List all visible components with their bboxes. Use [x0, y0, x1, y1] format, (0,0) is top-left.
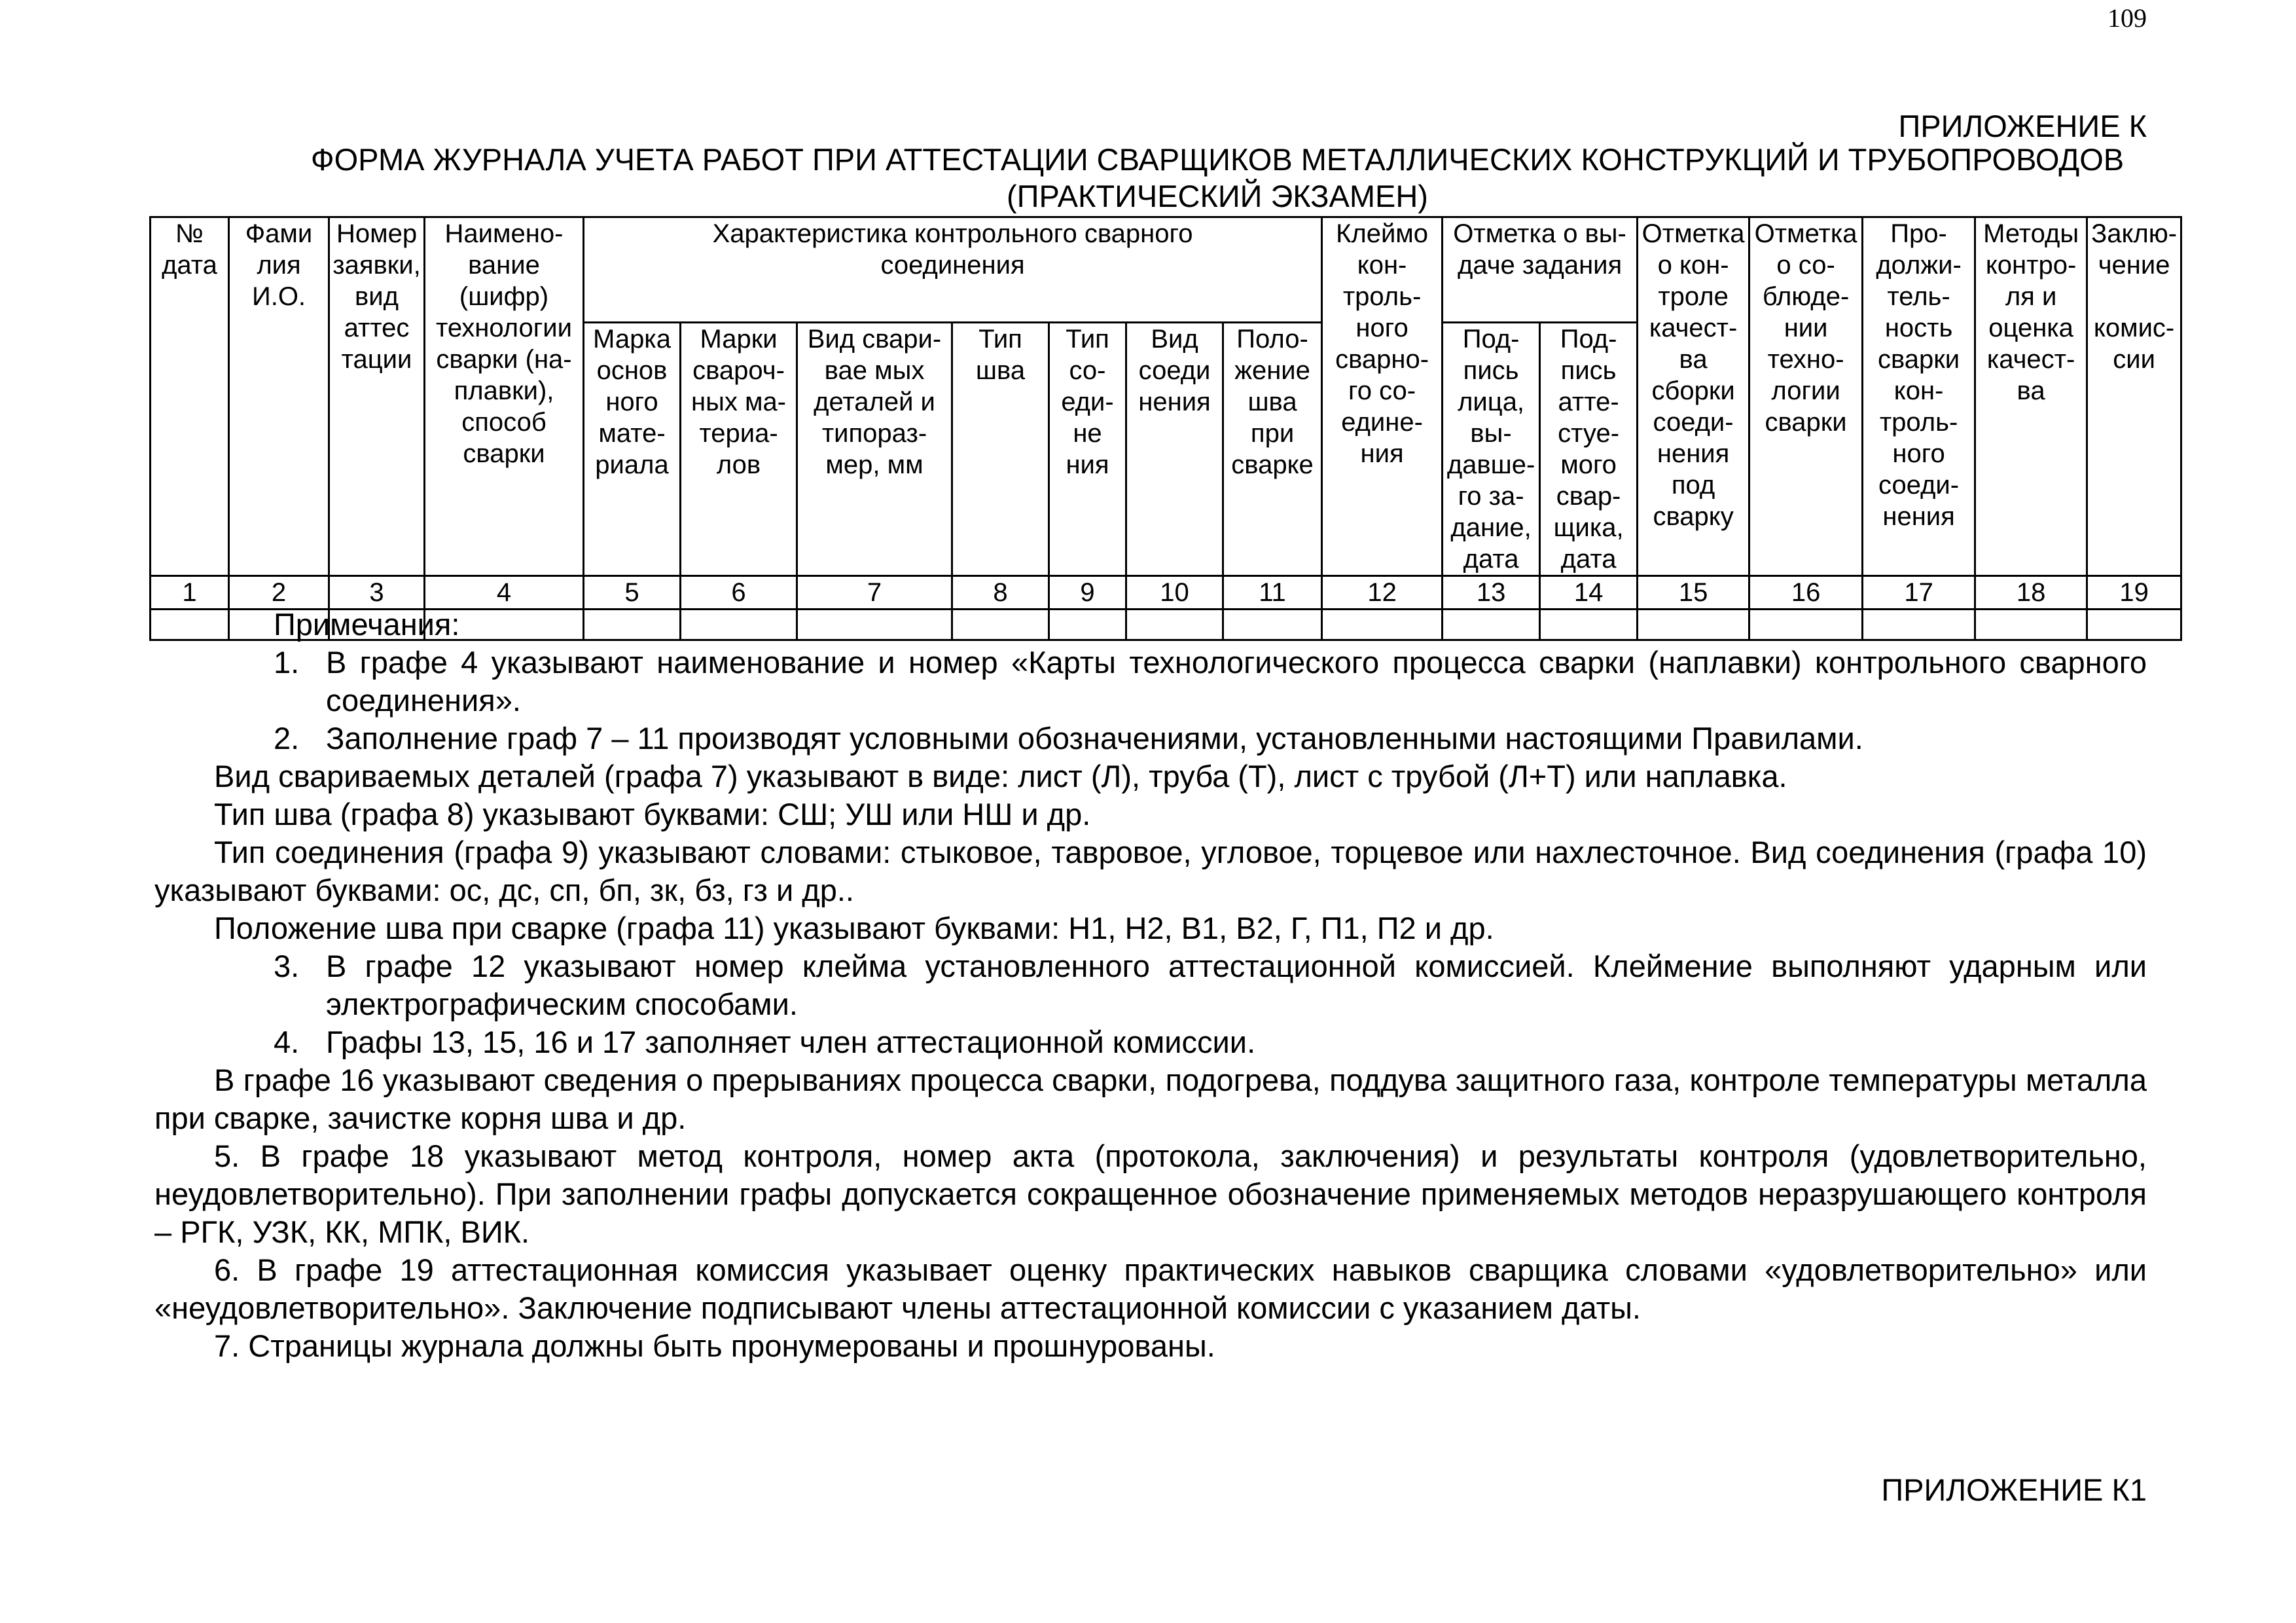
- col-number: 2: [229, 576, 329, 610]
- notes-heading: Примечания:: [274, 607, 460, 642]
- note-text: В графе 4 указывают наименование и номер «Карты технологического процесса сварки (наплавки) контрольного сварного соединения».: [326, 645, 2147, 718]
- notes-section: [154, 606, 2147, 1365]
- note-item-2: [154, 720, 2147, 757]
- note-item-4: [154, 1023, 2147, 1061]
- col-number: 6: [681, 576, 797, 610]
- col-number: 18: [1975, 576, 2087, 610]
- note-item-1: [154, 644, 2147, 720]
- col-header-8: Тип шва: [952, 323, 1049, 576]
- col-header-3: Номер заявки, вид аттес тации: [329, 217, 425, 576]
- col-header-12: Клеймо кон- троль- ного сварно- го со- едине- ния: [1322, 217, 1443, 576]
- col-number: 12: [1322, 576, 1443, 610]
- appendix-k1-label: ПРИЛОЖЕНИЕ К1: [1881, 1472, 2147, 1507]
- col-number: 4: [425, 576, 584, 610]
- col-number: 5: [584, 576, 681, 610]
- note-paragraph: 5. В графе 18 указывают метод контроля, номер акта (протокола, заключения) и результаты контроля (удовлетворительно, неудовлетворительно). При заполнении графы допускается сокращенное обозначение применяемых методов неразрушающего контроля – РГК, УЗК, КК, МПК, ВИК.: [154, 1139, 2147, 1249]
- note-paragraph: Положение шва при сварке (графа 11) указывают буквами: Н1, Н2, В1, В2, Г, П1, П2 и др.: [214, 911, 1494, 945]
- col-number: 3: [329, 576, 425, 610]
- note-text: В графе 12 указывают номер клейма установленного аттестационной комиссией. Клеймение выполняют ударным или электрографическим способами.: [326, 949, 2147, 1021]
- col-number: 15: [1638, 576, 1749, 610]
- col-header-1: № дата: [151, 217, 229, 576]
- note-item-3: [154, 947, 2147, 1023]
- col-header-5: Марка основ ного мате- риала: [584, 323, 681, 576]
- col-header-13: Под- пись лица, вы- давше- го за- дание, дата: [1443, 323, 1540, 576]
- group-header-task-issue: Отметка о вы- даче задания: [1443, 217, 1638, 323]
- col-number: 19: [2087, 576, 2181, 610]
- note-number: 2.: [274, 721, 300, 756]
- col-header-10: Вид соеди нения: [1126, 323, 1223, 576]
- col-number: 10: [1126, 576, 1223, 610]
- note-number: 1.: [274, 645, 300, 680]
- col-header-2: Фами лия И.О.: [229, 217, 329, 576]
- note-paragraph: Вид свариваемых деталей (графа 7) указывают в виде: лист (Л), труба (Т), лист с трубой (Л+Т) или наплавка.: [214, 759, 1787, 793]
- col-header-18: Методы контро- ля и оценка качест- ва: [1975, 217, 2087, 576]
- note-paragraph: Тип шва (графа 8) указывают буквами: СШ; УШ или НШ и др.: [214, 797, 1091, 831]
- col-header-19: Заклю- чение комис- сии: [2087, 217, 2181, 576]
- col-number: 8: [952, 576, 1049, 610]
- col-number: 7: [797, 576, 952, 610]
- journal-table: [149, 216, 2182, 641]
- note-text: Графы 13, 15, 16 и 17 заполняет член аттестационной комиссии.: [326, 1025, 1256, 1059]
- note-text: Заполнение граф 7 – 11 производят условными обозначениями, установленными настоящими Правилами.: [326, 721, 1863, 756]
- column-number-row: [151, 576, 2181, 610]
- col-header-7: Вид свари- вае мых деталей и типораз- мер, мм: [797, 323, 952, 576]
- col-header-11: Поло- жение шва при сварке: [1223, 323, 1322, 576]
- form-title: ФОРМА ЖУРНАЛА УЧЕТА РАБОТ ПРИ АТТЕСТАЦИИ СВАРЩИКОВ МЕТАЛЛИЧЕСКИХ КОНСТРУКЦИЙ И ТРУБОПРОВОДОВ (ПРАКТИЧЕСКИЙ ЭКЗАМЕН): [310, 142, 2125, 213]
- page-number: 109: [2108, 3, 2147, 33]
- col-number: 14: [1540, 576, 1638, 610]
- note-number: 3.: [274, 949, 300, 983]
- note-paragraph: В графе 16 указывают сведения о прерываниях процесса сварки, подогрева, поддува защитного газа, контроле температуры металла при сварке, зачистке корня шва и др.: [154, 1063, 2147, 1135]
- col-header-9: Тип со- еди- не ния: [1049, 323, 1126, 576]
- note-paragraph: 7. Страницы журнала должны быть пронумерованы и прошнурованы.: [214, 1328, 1215, 1363]
- col-header-4: Наимено- вание (шифр) технологии сварки (на- плавки), способ сварки: [425, 217, 584, 576]
- col-number: 17: [1863, 576, 1975, 610]
- col-number: 11: [1223, 576, 1322, 610]
- col-header-16: Отметка о со- блюде- нии техно- логии сварки: [1749, 217, 1863, 576]
- col-number: 13: [1443, 576, 1540, 610]
- appendix-label: ПРИЛОЖЕНИЕ К: [1898, 109, 2147, 143]
- col-number: 9: [1049, 576, 1126, 610]
- group-header-characteristics: Характеристика контрольного сварного соединения: [584, 217, 1322, 323]
- col-number: 16: [1749, 576, 1863, 610]
- note-paragraph: Тип соединения (графа 9) указывают словами: стыковое, тавровое, угловое, торцевое или нахлесточное. Вид соединения (графа 10) указывают буквами: ос, дс, сп, бп, зк, бз, гз и др..: [154, 835, 2147, 907]
- col-header-15: Отметка о кон- троле качест- ва сборки соеди- нения под сварку: [1638, 217, 1749, 576]
- col-number: 1: [151, 576, 229, 610]
- note-number: 4.: [274, 1025, 300, 1059]
- col-header-14: Под- пись атте- стуе- мого свар- щика, дата: [1540, 323, 1638, 576]
- header-row-1: [151, 217, 2181, 323]
- note-paragraph: 6. В графе 19 аттестационная комиссия указывает оценку практических навыков сварщика словами «удовлетворительно» или «неудовлетворительно». Заключение подписывают члены аттестационной комиссии с указанием даты.: [154, 1252, 2147, 1325]
- col-header-6: Марки свароч- ных ма- териа- лов: [681, 323, 797, 576]
- col-header-17: Про- должи- тель- ность сварки кон- троль- ного соеди- нения: [1863, 217, 1975, 576]
